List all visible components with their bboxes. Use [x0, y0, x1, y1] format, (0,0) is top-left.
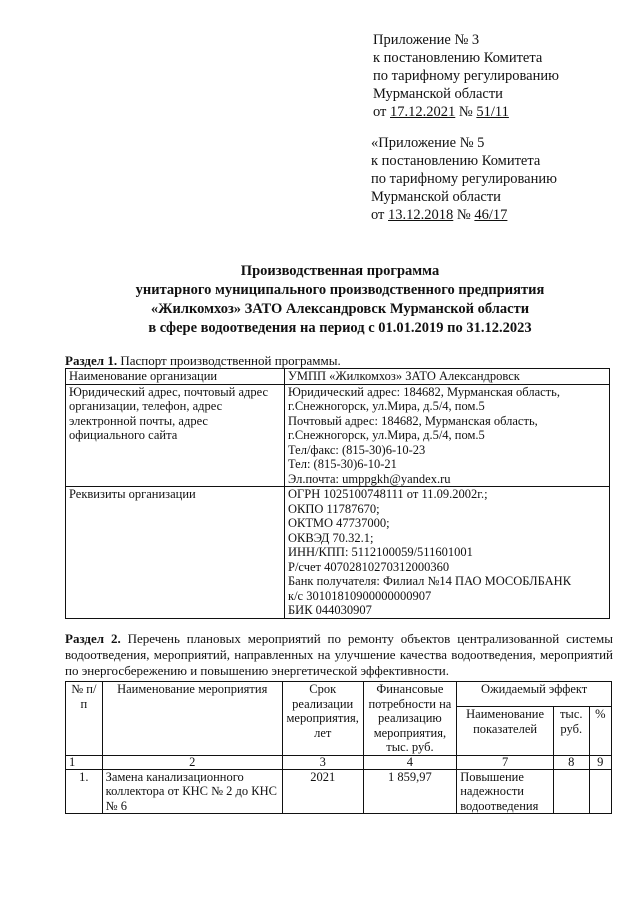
col-number: 1	[66, 755, 103, 769]
value-line: ОКТМО 47737000;	[288, 516, 390, 530]
value-line: Р/счет 40702810270312000360	[288, 559, 450, 574]
appendix-line: к постановлению Комитета	[373, 50, 543, 66]
appendix-line: по тарифному регулированию	[371, 171, 557, 187]
section2-heading	[65, 631, 613, 679]
column-number-row	[66, 755, 612, 769]
col-number: 2	[102, 755, 282, 769]
value-line: ИНН/КПП: 5112100059/511601001	[288, 545, 473, 559]
passport-name-cell: Юридический адрес, почтовый адрес организации, телефон, адрес электронной почты, адрес официального сайта	[66, 384, 285, 487]
value-line: г.Снежногорск, ул.Мира, д.5/4, пом.5	[288, 428, 485, 442]
section1-text: Паспорт производственной программы.	[120, 353, 341, 368]
passport-value-cell	[285, 487, 610, 619]
events-table	[65, 681, 612, 814]
date-prefix: от	[373, 104, 387, 120]
row-finance: 1 859,97	[363, 769, 457, 814]
row-effect-name: Повышение надежности водоотведения	[457, 769, 554, 814]
value-line: БИК 044030907	[288, 603, 372, 617]
value-line: Почтовый адрес: 184682, Мурманская область,	[288, 413, 538, 428]
header-num: № п/п	[66, 682, 103, 756]
col-number: 8	[553, 755, 589, 769]
section1-heading	[65, 353, 341, 369]
row-name: Замена канализационного коллектора от КНС № 2 до КНС № 6	[102, 769, 282, 814]
col-number: 3	[282, 755, 363, 769]
value-line: Тел: (815-30)6-10-21	[288, 457, 397, 471]
appendix-date: 13.12.2018	[388, 207, 454, 223]
header-name: Наименование мероприятия	[102, 682, 282, 756]
document-title	[60, 262, 620, 338]
header-effect-name: Наименование показателей	[457, 707, 554, 755]
title-line: «Жилкомхоз» ЗАТО Александровск Мурманской области	[150, 301, 530, 317]
appendix-number: 51/11	[476, 104, 509, 120]
passport-value-cell	[285, 369, 610, 385]
value-line: УМПП «Жилкомхоз» ЗАТО Александровск	[288, 369, 520, 383]
appendix-line: Мурманской области	[373, 86, 503, 102]
appendix-line: по тарифному регулированию	[373, 68, 559, 84]
value-line: ОКВЭД 70.32.1;	[288, 530, 374, 545]
table-row	[66, 384, 610, 487]
table-row	[66, 769, 612, 814]
col-number: 7	[457, 755, 554, 769]
value-line: ОГРН 1025100748111 от 11.09.2002г.;	[288, 487, 488, 501]
table-row	[66, 369, 610, 385]
value-line: ОКПО 11787670;	[288, 501, 380, 516]
passport-name-cell: Наименование организации	[66, 369, 285, 385]
section2-label: Раздел 2.	[65, 631, 121, 646]
header-effect-pct: %	[589, 707, 611, 755]
title-line: в сфере водоотведения на период с 01.01.2019 по 31.12.2023	[148, 320, 532, 336]
value-line: Банк получателя: Филиал №14 ПАО МОСОБЛБАНК	[288, 574, 572, 588]
col-number: 9	[589, 755, 611, 769]
appendix-line: к постановлению Комитета	[371, 153, 541, 169]
row-effect-pct	[589, 769, 611, 814]
appendix-date-line	[371, 206, 557, 224]
appendix-date-line	[373, 103, 559, 121]
table-header-row	[66, 682, 612, 707]
date-prefix: от	[371, 207, 385, 223]
header-finance: Финансовые потребности на реализацию мероприятия, тыс. руб.	[363, 682, 457, 756]
passport-table	[65, 368, 610, 619]
appendix-line: Мурманской области	[371, 189, 501, 205]
appendix-current	[373, 31, 559, 121]
value-line: Юридический адрес: 184682, Мурманская область,	[288, 384, 560, 399]
appendix-line: «Приложение № 5	[371, 135, 485, 151]
value-line: к/с 30101810900000000907	[288, 588, 432, 603]
row-num: 1.	[66, 769, 103, 814]
passport-name-cell: Реквизиты организации	[66, 487, 285, 619]
value-line: Эл.почта: umppgkh@yandex.ru	[288, 471, 451, 486]
number-prefix: №	[456, 207, 471, 223]
appendix-line: Приложение № 3	[373, 32, 480, 48]
appendix-prior	[371, 134, 557, 224]
section1-label: Раздел 1.	[65, 353, 118, 368]
table-row	[66, 487, 610, 619]
section2-text: Перечень плановых мероприятий по ремонту объектов централизованной системы водоотведения, мероприятий, направленных на улучшение качества водоотведения, мероприятий по энергосбережению и повышению энергетической эффективности.	[65, 631, 613, 678]
value-line: г.Снежногорск, ул.Мира, д.5/4, пом.5	[288, 399, 485, 413]
title-line: Производственная программа	[240, 263, 440, 279]
row-effect-thous	[553, 769, 589, 814]
col-number: 4	[363, 755, 457, 769]
appendix-date: 17.12.2021	[390, 104, 456, 120]
title-line: унитарного муниципального производственного предприятия	[135, 282, 545, 298]
appendix-number: 46/17	[474, 207, 508, 223]
value-line: Тел/факс: (815-30)6-10-23	[288, 442, 426, 457]
header-term: Срок реализации мероприятия, лет	[282, 682, 363, 756]
passport-value-cell	[285, 384, 610, 487]
header-effect-thous: тыс. руб.	[553, 707, 589, 755]
header-effect: Ожидаемый эффект	[457, 682, 612, 707]
row-term: 2021	[282, 769, 363, 814]
number-prefix: №	[458, 104, 473, 120]
